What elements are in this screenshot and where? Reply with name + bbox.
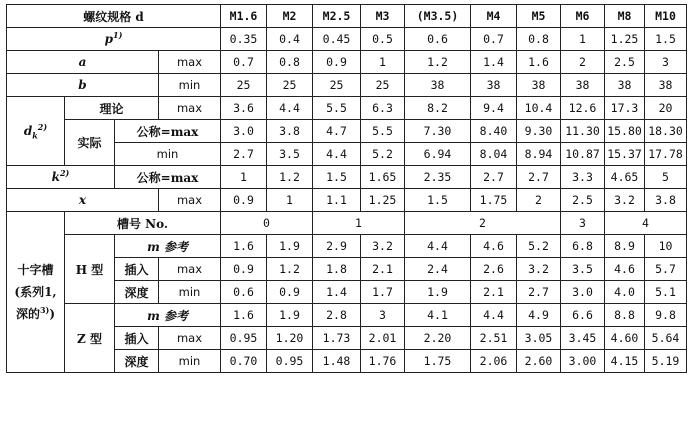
z-type-m-value: 2.8 — [313, 304, 361, 327]
h-type-depth-value: 2.1 — [471, 281, 517, 304]
table-row — [7, 97, 687, 120]
h-type-m-value: 6.8 — [561, 235, 605, 258]
size-header: M8 — [605, 5, 645, 28]
pitch-note: 1) — [113, 30, 123, 40]
dk-actual-max-value: 18.30 — [645, 120, 687, 143]
recess-title-line1: 十字槽 — [17, 263, 54, 277]
table-row — [7, 5, 687, 28]
recess-title-close: ) — [49, 307, 56, 321]
z-type-insert-value: 4.60 — [605, 327, 645, 350]
pitch-label — [7, 28, 221, 51]
dk-actual-min-value: 17.78 — [645, 143, 687, 166]
slot-number: 0 — [221, 212, 313, 235]
dk-symbol: d — [23, 124, 33, 138]
slot-number: 2 — [405, 212, 561, 235]
h-type-m-value: 1.6 — [221, 235, 267, 258]
dk-actual-min-value: 5.2 — [361, 143, 405, 166]
h-type-insert-value: 5.7 — [645, 258, 687, 281]
h-type-m-ref — [115, 235, 221, 258]
dk-actual-min-value: 15.37 — [605, 143, 645, 166]
z-type-m-value: 3 — [361, 304, 405, 327]
z-type-depth-value: 3.00 — [561, 350, 605, 373]
h-type-insert-label: 插入 — [115, 258, 159, 281]
size-header: M5 — [517, 5, 561, 28]
dk-note: 2) — [37, 122, 48, 132]
pitch-value: 0.6 — [405, 28, 471, 51]
k-value: 1.65 — [361, 166, 405, 189]
dk-actual-nominal: 公称=max — [115, 120, 221, 143]
dk-theory-value: 5.5 — [313, 97, 361, 120]
k-value: 2.7 — [471, 166, 517, 189]
slot-number: 4 — [605, 212, 687, 235]
b-label: b — [7, 74, 159, 97]
k-label — [7, 166, 115, 189]
x-value: 1.1 — [313, 189, 361, 212]
z-type-insert-value: 0.95 — [221, 327, 267, 350]
a-value: 0.8 — [267, 51, 313, 74]
dk-actual-min-value: 8.04 — [471, 143, 517, 166]
dk-theory-value: 3.6 — [221, 97, 267, 120]
table-row — [7, 304, 687, 327]
h-type-depth-value: 5.1 — [645, 281, 687, 304]
dk-actual-min-value: 6.94 — [405, 143, 471, 166]
dk-actual-min-value: 10.87 — [561, 143, 605, 166]
size-header: M3 — [361, 5, 405, 28]
dk-actual-max-value: 8.40 — [471, 120, 517, 143]
dk-theory-value: 10.4 — [517, 97, 561, 120]
k-nominal: 公称=max — [115, 166, 221, 189]
dk-actual-max-value: 5.5 — [361, 120, 405, 143]
z-type-depth-value: 0.70 — [221, 350, 267, 373]
x-value: 3.8 — [645, 189, 687, 212]
k-value: 1.2 — [267, 166, 313, 189]
h-type-label: H 型 — [65, 235, 115, 304]
a-value: 2 — [561, 51, 605, 74]
z-type-m-value: 4.1 — [405, 304, 471, 327]
b-limit: min — [159, 74, 221, 97]
z-type-label: Z 型 — [65, 304, 115, 373]
z-type-insert-label: 插入 — [115, 327, 159, 350]
k-value: 4.65 — [605, 166, 645, 189]
h-type-depth-value: 4.0 — [605, 281, 645, 304]
recess-note: 3) — [39, 305, 50, 315]
h-type-m-value: 8.9 — [605, 235, 645, 258]
dk-theory-value: 4.4 — [267, 97, 313, 120]
table-row — [7, 166, 687, 189]
b-value: 38 — [517, 74, 561, 97]
dk-theory-label: 理论 — [65, 97, 159, 120]
pitch-value: 0.4 — [267, 28, 313, 51]
m-symbol: m 参考 — [147, 239, 188, 254]
b-value: 38 — [405, 74, 471, 97]
recess-title-line3: 深的 — [15, 307, 40, 321]
h-type-m-value: 5.2 — [517, 235, 561, 258]
x-value: 0.9 — [221, 189, 267, 212]
b-value: 25 — [221, 74, 267, 97]
k-value: 3.3 — [561, 166, 605, 189]
h-type-insert-limit: max — [159, 258, 221, 281]
h-type-insert-value: 2.1 — [361, 258, 405, 281]
z-type-m-ref — [115, 304, 221, 327]
a-limit: max — [159, 51, 221, 74]
h-type-depth-value: 3.0 — [561, 281, 605, 304]
z-type-insert-value: 3.45 — [561, 327, 605, 350]
z-type-m-value: 8.8 — [605, 304, 645, 327]
table-row — [7, 212, 687, 235]
dk-theory-value: 9.4 — [471, 97, 517, 120]
z-type-insert-value: 2.20 — [405, 327, 471, 350]
k-value: 2.7 — [517, 166, 561, 189]
table-row — [7, 74, 687, 97]
b-value: 38 — [605, 74, 645, 97]
k-value: 1.5 — [313, 166, 361, 189]
b-value: 25 — [267, 74, 313, 97]
h-type-insert-value: 1.8 — [313, 258, 361, 281]
dk-subscript: k — [32, 130, 38, 141]
z-type-depth-value: 1.48 — [313, 350, 361, 373]
size-header: M2 — [267, 5, 313, 28]
h-type-depth-label: 深度 — [115, 281, 159, 304]
h-type-insert-value: 2.4 — [405, 258, 471, 281]
k-value: 5 — [645, 166, 687, 189]
z-type-depth-value: 4.15 — [605, 350, 645, 373]
a-value: 1.4 — [471, 51, 517, 74]
z-type-insert-value: 3.05 — [517, 327, 561, 350]
pitch-symbol: p — [104, 32, 114, 46]
dk-actual-min-limit: min — [115, 143, 221, 166]
z-type-m-value: 6.6 — [561, 304, 605, 327]
z-type-depth-value: 1.75 — [405, 350, 471, 373]
h-type-m-value: 3.2 — [361, 235, 405, 258]
h-type-depth-limit: min — [159, 281, 221, 304]
z-type-depth-limit: min — [159, 350, 221, 373]
slot-label: 槽号 No. — [65, 212, 221, 235]
dk-actual-max-value: 7.30 — [405, 120, 471, 143]
spec-table-container — [6, 4, 687, 373]
dk-theory-value: 12.6 — [561, 97, 605, 120]
x-value: 2.5 — [561, 189, 605, 212]
h-type-insert-value: 3.2 — [517, 258, 561, 281]
dk-actual-min-value: 8.94 — [517, 143, 561, 166]
b-value: 25 — [361, 74, 405, 97]
dk-theory-value: 20 — [645, 97, 687, 120]
size-header: M4 — [471, 5, 517, 28]
dk-actual-min-value: 3.5 — [267, 143, 313, 166]
z-type-depth-value: 5.19 — [645, 350, 687, 373]
table-row — [7, 51, 687, 74]
x-label: x — [7, 189, 159, 212]
pitch-value: 1 — [561, 28, 605, 51]
a-value: 1.2 — [405, 51, 471, 74]
dk-actual-max-value: 15.80 — [605, 120, 645, 143]
b-value: 38 — [561, 74, 605, 97]
h-type-insert-value: 3.5 — [561, 258, 605, 281]
z-type-insert-value: 2.01 — [361, 327, 405, 350]
dk-actual-label: 实际 — [65, 120, 115, 166]
k-symbol: k — [51, 170, 60, 184]
z-type-m-value: 4.4 — [471, 304, 517, 327]
a-value: 3 — [645, 51, 687, 74]
h-type-insert-value: 1.2 — [267, 258, 313, 281]
b-value: 25 — [313, 74, 361, 97]
h-type-m-value: 4.4 — [405, 235, 471, 258]
dk-actual-max-value: 4.7 — [313, 120, 361, 143]
x-value: 1.5 — [405, 189, 471, 212]
size-header: M1.6 — [221, 5, 267, 28]
dk-actual-max-value: 3.0 — [221, 120, 267, 143]
h-type-m-value: 1.9 — [267, 235, 313, 258]
h-type-m-value: 2.9 — [313, 235, 361, 258]
h-type-depth-value: 1.9 — [405, 281, 471, 304]
screw-spec-table — [6, 4, 687, 373]
h-type-depth-value: 1.7 — [361, 281, 405, 304]
z-type-depth-value: 0.95 — [267, 350, 313, 373]
size-header: M2.5 — [313, 5, 361, 28]
dk-actual-max-value: 3.8 — [267, 120, 313, 143]
z-type-depth-label: 深度 — [115, 350, 159, 373]
h-type-m-value: 10 — [645, 235, 687, 258]
slot-number: 1 — [313, 212, 405, 235]
z-type-insert-value: 5.64 — [645, 327, 687, 350]
x-value: 3.2 — [605, 189, 645, 212]
z-type-depth-value: 1.76 — [361, 350, 405, 373]
x-value: 1 — [267, 189, 313, 212]
z-type-depth-value: 2.06 — [471, 350, 517, 373]
a-value: 1.6 — [517, 51, 561, 74]
dk-actual-min-value: 4.4 — [313, 143, 361, 166]
h-type-depth-value: 2.7 — [517, 281, 561, 304]
dk-theory-limit: max — [159, 97, 221, 120]
a-value: 2.5 — [605, 51, 645, 74]
dk-label — [7, 97, 65, 166]
z-type-insert-limit: max — [159, 327, 221, 350]
h-type-depth-value: 0.9 — [267, 281, 313, 304]
slot-number: 3 — [561, 212, 605, 235]
h-type-depth-value: 1.4 — [313, 281, 361, 304]
b-value: 38 — [645, 74, 687, 97]
pitch-value: 0.35 — [221, 28, 267, 51]
size-header: M10 — [645, 5, 687, 28]
z-type-insert-value: 1.73 — [313, 327, 361, 350]
z-type-insert-value: 2.51 — [471, 327, 517, 350]
pitch-value: 0.5 — [361, 28, 405, 51]
pitch-value: 1.5 — [645, 28, 687, 51]
x-value: 1.75 — [471, 189, 517, 212]
pitch-value: 1.25 — [605, 28, 645, 51]
recess-title-line2: (系列1, — [14, 285, 57, 299]
a-value: 1 — [361, 51, 405, 74]
recess-title — [7, 212, 65, 373]
k-value: 1 — [221, 166, 267, 189]
dk-theory-value: 8.2 — [405, 97, 471, 120]
h-type-insert-value: 2.6 — [471, 258, 517, 281]
x-limit: max — [159, 189, 221, 212]
x-value: 2 — [517, 189, 561, 212]
dk-actual-max-value: 11.30 — [561, 120, 605, 143]
a-label: a — [7, 51, 159, 74]
z-type-insert-value: 1.20 — [267, 327, 313, 350]
size-header: M6 — [561, 5, 605, 28]
size-header: (M3.5) — [405, 5, 471, 28]
z-type-depth-value: 2.60 — [517, 350, 561, 373]
pitch-value: 0.7 — [471, 28, 517, 51]
z-type-m-value: 1.6 — [221, 304, 267, 327]
k-note: 2) — [59, 168, 70, 178]
dk-actual-min-value: 2.7 — [221, 143, 267, 166]
m-symbol: m 参考 — [147, 308, 188, 323]
z-type-m-value: 4.9 — [517, 304, 561, 327]
table-row — [7, 235, 687, 258]
z-type-m-value: 9.8 — [645, 304, 687, 327]
dk-actual-max-value: 9.30 — [517, 120, 561, 143]
dk-theory-value: 6.3 — [361, 97, 405, 120]
k-value: 2.35 — [405, 166, 471, 189]
table-row — [7, 120, 687, 143]
x-value: 1.25 — [361, 189, 405, 212]
h-type-insert-value: 0.9 — [221, 258, 267, 281]
h-type-depth-value: 0.6 — [221, 281, 267, 304]
table-row — [7, 28, 687, 51]
h-type-insert-value: 4.6 — [605, 258, 645, 281]
dk-theory-value: 17.3 — [605, 97, 645, 120]
pitch-value: 0.45 — [313, 28, 361, 51]
z-type-m-value: 1.9 — [267, 304, 313, 327]
h-type-m-value: 4.6 — [471, 235, 517, 258]
a-value: 0.7 — [221, 51, 267, 74]
thread-spec-header: 螺纹规格 d — [7, 5, 221, 28]
b-value: 38 — [471, 74, 517, 97]
pitch-value: 0.8 — [517, 28, 561, 51]
table-row — [7, 189, 687, 212]
a-value: 0.9 — [313, 51, 361, 74]
